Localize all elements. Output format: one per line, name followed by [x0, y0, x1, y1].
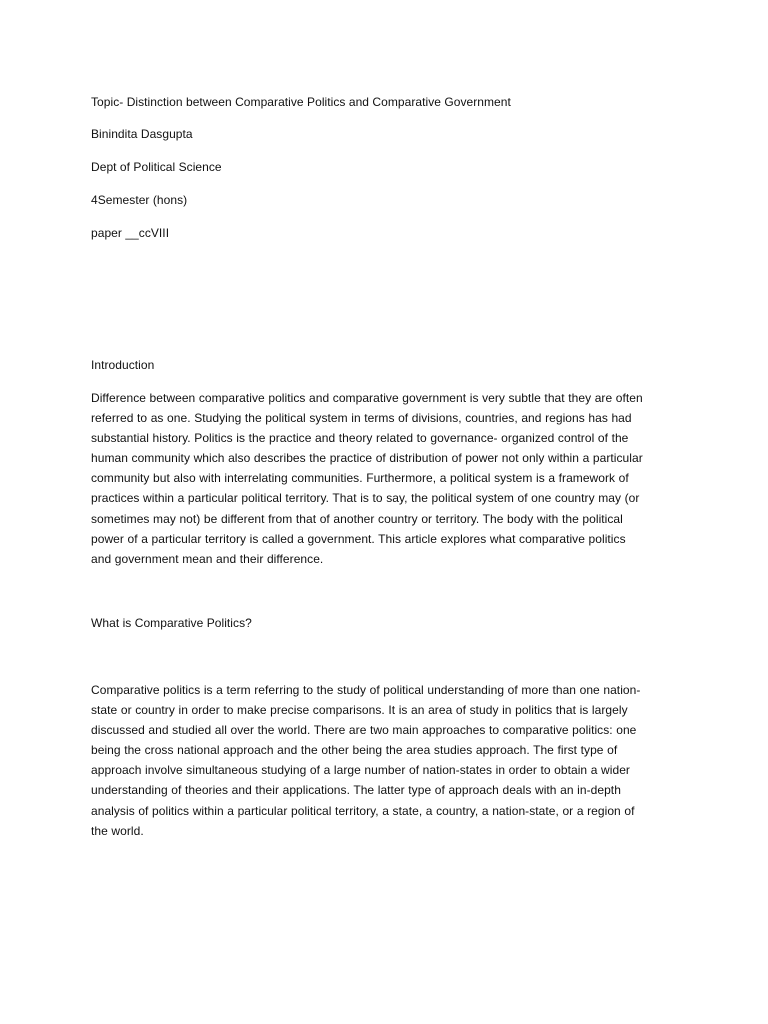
cp-line-2: state or country in order to make precise comparisons. It is an area of study in politics that is largely	[91, 703, 628, 718]
intro-line-6: practices within a particular political territory. That is to say, the political system of one country may (or	[91, 491, 640, 506]
cp-line-4: being the cross national approach and the other being the area studies approach. The first type of	[91, 743, 618, 758]
semester-line: 4Semester (hons)	[91, 193, 188, 207]
cp-line-7: analysis of politics within a particular political territory, a state, a country, a nation-state, or a region of	[91, 803, 635, 818]
paper-line: paper __ccVIII	[91, 226, 170, 240]
cp-line-6: understanding of theories and their applications. The latter type of approach deals with an in-depth	[91, 783, 621, 798]
cp-line-1: Comparative politics is a term referring to the study of political understanding of more than one nation-	[91, 683, 641, 697]
comparative-politics-heading: What is Comparative Politics?	[91, 616, 252, 630]
comparative-politics-paragraph	[91, 680, 681, 841]
intro-line-7: sometimes may not) be different from that of another country or territory. The body with the political	[91, 511, 623, 526]
intro-line-8: power of a particular territory is called a government. This article explores what comparative politics	[91, 531, 626, 546]
introduction-heading: Introduction	[91, 358, 155, 372]
introduction-paragraph	[91, 388, 681, 569]
intro-line-2: referred to as one. Studying the political system in terms of divisions, countries, and regions has had	[91, 411, 632, 426]
cp-line-8: the world.	[91, 823, 144, 838]
topic-line: Topic- Distinction between Comparative Politics and Comparative Government	[91, 95, 511, 109]
department-line: Dept of Political Science	[91, 160, 222, 174]
author-name: Binindita Dasgupta	[91, 127, 193, 141]
intro-line-1: Difference between comparative politics and comparative government is very subtle that they are often	[91, 391, 643, 405]
intro-line-4: human community which also describes the practice of distribution of power not only within a particular	[91, 451, 643, 466]
intro-line-3: substantial history. Politics is the practice and theory related to governance- organized control of the	[91, 431, 629, 446]
intro-line-9: and government mean and their difference.	[91, 551, 324, 566]
cp-line-5: approach involve simultaneous studying of a large number of nation-states in order to obtain a wider	[91, 763, 630, 778]
cp-line-3: discussed and studied all over the world. There are two main approaches to comparative politics: one	[91, 723, 637, 738]
intro-line-5: community but also with interrelating communities. Furthermore, a political system is a framework of	[91, 471, 629, 486]
